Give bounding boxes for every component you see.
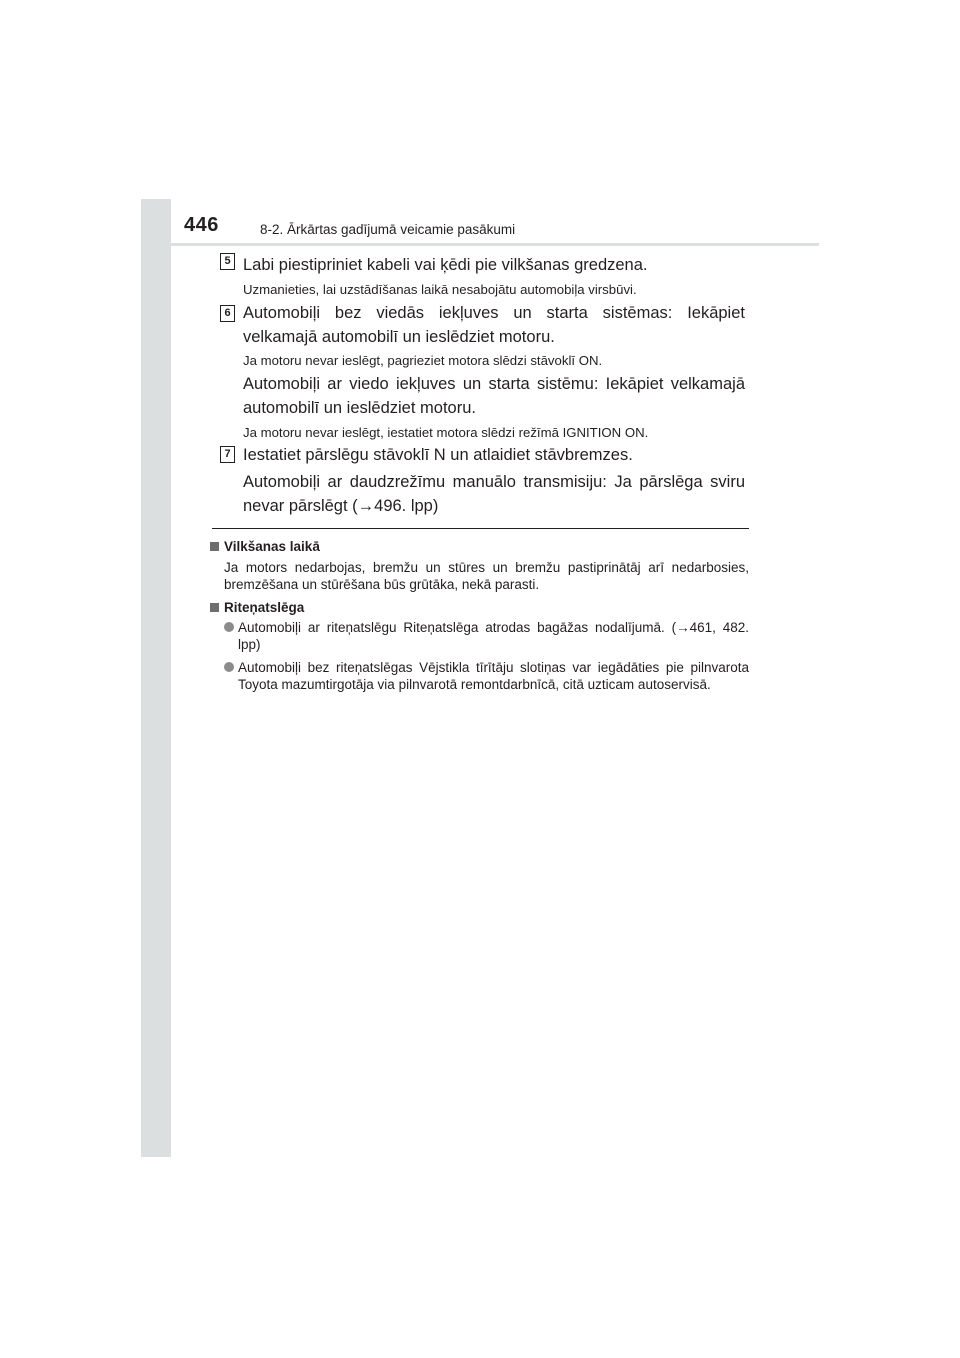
- circle-bullet-icon: [224, 662, 234, 672]
- circle-bullet-icon: [224, 622, 234, 632]
- step-marker-7: 7: [220, 446, 235, 463]
- note-towing-paragraph: Ja motors nedarbojas, bremžu un stūres un bremžu pastiprinātāj arī nedarbosies, bremzēšana un stūrēšana būs grūtāka, nekā parasti.: [224, 560, 749, 592]
- step-5-note: Uzmanieties, lai uzstādīšanas laikā nesabojātu automobiļa virsbūvi.: [243, 282, 637, 297]
- step-5-text: Labi piestipriniet kabeli vai ķēdi pie vilkšanas gredzena.: [243, 256, 648, 274]
- note-heading-towing: [210, 538, 320, 555]
- square-bullet-icon: [210, 542, 219, 551]
- step-6-text: Automobiļi bez viedās iekļuves un starta sistēmas: Iekāpiet velkamajā automobilī un ieslēdziet motoru.: [243, 304, 745, 346]
- step-6-note-smart-entry: Ja motoru nevar ieslēgt, iestatiet motora slēdzi režīmā IGNITION ON.: [243, 425, 649, 440]
- note-wheel-wrench-bullet-1: Automobiļi ar riteņatslēgu Riteņatslēga atrodas bagāžas nodalījumā. (→461, 482. lpp): [238, 620, 749, 652]
- step-marker-5: 5: [220, 253, 235, 270]
- page-number: 446: [184, 214, 219, 236]
- header-rule: [171, 243, 819, 246]
- step-6-note: Ja motoru nevar ieslēgt, pagrieziet motora slēdzi stāvoklī ON.: [243, 353, 603, 368]
- note-heading-towing-label: Vilkšanas laikā: [224, 539, 320, 554]
- note-heading-wheel-wrench: [210, 599, 304, 616]
- note-wheel-wrench-bullet-2: Automobiļi bez riteņatslēgas Vējstikla tīrītāju slotiņas var iegādāties pie pilnvarota Toyota mazumtirgotāja via pilnvarotā remontdarbnīcā, citā uzticam autoservisā.: [238, 660, 749, 692]
- step-7-text-mmt: Automobiļi ar daudzrežīmu manuālo transmisiju: Ja pārslēga sviru nevar pārslēgt (→496. lpp): [243, 473, 745, 515]
- section-title: 8-2. Ārkārtas gadījumā veicamie pasākumi: [260, 222, 516, 237]
- step-marker-6: 6: [220, 305, 235, 322]
- step-6-text-smart-entry: Automobiļi ar viedo iekļuves un starta sistēmu: Iekāpiet velkamajā automobilī un ieslēdziet motoru.: [243, 375, 745, 417]
- chapter-sidebar-tab: [141, 199, 171, 1157]
- note-heading-wheel-wrench-label: Riteņatslēga: [224, 600, 305, 615]
- step-7-text: Iestatiet pārslēgu stāvoklī N un atlaidiet stāvbremzes.: [243, 446, 633, 464]
- square-bullet-icon: [210, 603, 219, 612]
- section-divider: [212, 528, 749, 529]
